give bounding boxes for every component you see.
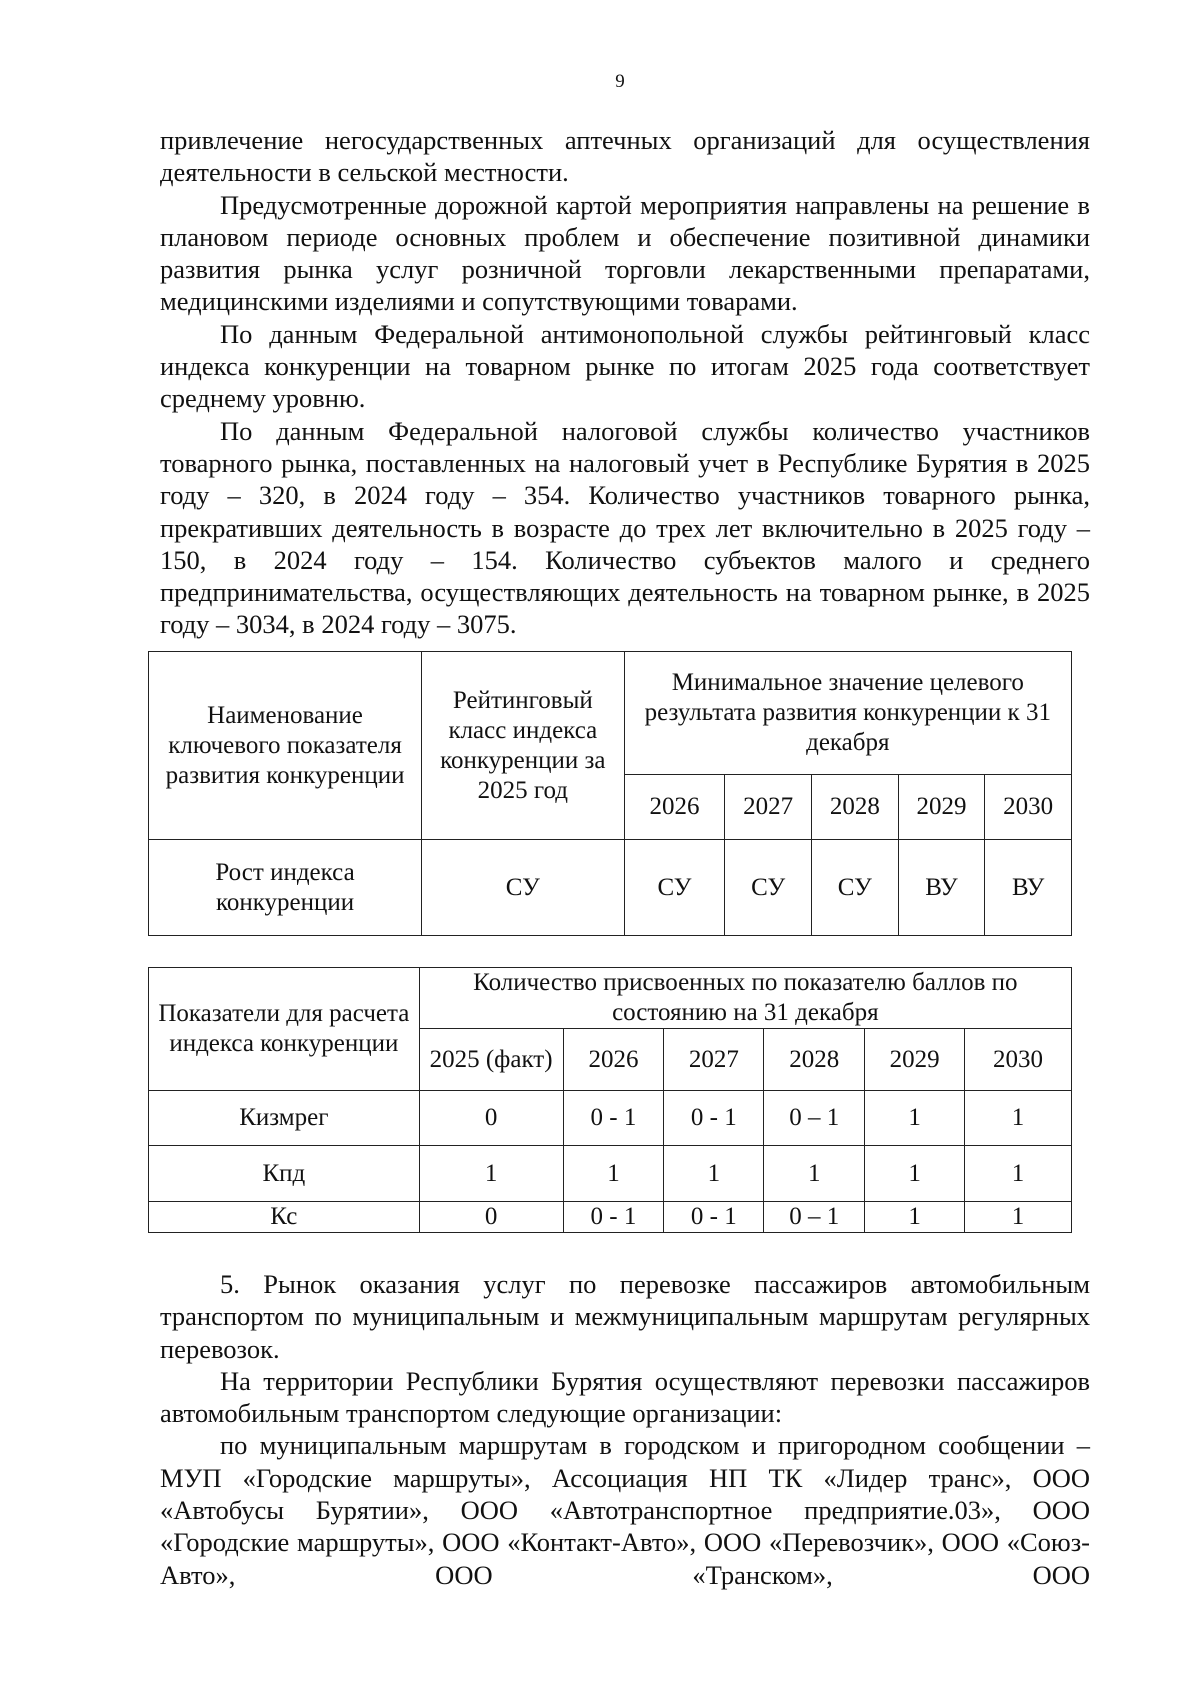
- table-row: [149, 1146, 1072, 1202]
- row-rating-class: СУ: [422, 840, 625, 936]
- year-header: 2026: [624, 775, 725, 840]
- row-value: СУ: [624, 840, 725, 936]
- row-value: ВУ: [985, 840, 1072, 936]
- cell: 1: [965, 1202, 1072, 1233]
- cell: 1: [965, 1146, 1072, 1202]
- header-indicators: Показатели для расчета индекса конкуренции: [149, 968, 420, 1091]
- row-value: СУ: [812, 840, 899, 936]
- row-name: Кпд: [149, 1146, 420, 1202]
- cell: 1: [865, 1202, 965, 1233]
- year-header: 2029: [898, 775, 985, 840]
- body-text-bottom: [160, 1268, 1090, 1591]
- cell: 0: [419, 1202, 563, 1233]
- header-rating-class: Рейтинговый класс индекса конкуренции за 2025 год: [422, 652, 625, 840]
- paragraph: По данным Федеральной налоговой службы количество участников товарного рынка, поставленных на налоговый учет в Республике Бурятия в 2025 году – 320, в 2024 году – 354. Количество участников товарного рынка, прекративших деятельность в возрасте до трех лет включительно в 2025 году – 150, в 2024 году – 154. Количество субъектов малого и среднего предпринимательства, осуществляющих деятельность на товарном рынке, в 2025 году – 3034, в 2024 году – 3075.: [160, 415, 1090, 640]
- table-row: [149, 1091, 1072, 1146]
- row-value: СУ: [725, 840, 812, 936]
- cell: 0 – 1: [764, 1202, 865, 1233]
- index-calculation-table: [148, 967, 1072, 1233]
- table-row: [149, 1202, 1072, 1233]
- row-indicator-name: Рост индекса конкуренции: [149, 840, 422, 936]
- cell: 1: [563, 1146, 664, 1202]
- year-header: 2029: [865, 1029, 965, 1091]
- cell: 1: [419, 1146, 563, 1202]
- year-header: 2030: [985, 775, 1072, 840]
- row-value: ВУ: [898, 840, 985, 936]
- year-header: 2025 (факт): [419, 1029, 563, 1091]
- year-header: 2028: [812, 775, 899, 840]
- cell: 1: [965, 1091, 1072, 1146]
- cell: 1: [764, 1146, 865, 1202]
- cell: 0 - 1: [664, 1202, 764, 1233]
- cell: 0 – 1: [764, 1091, 865, 1146]
- header-assigned-points: Количество присвоенных по показателю баллов по состоянию на 31 декабря: [419, 968, 1071, 1029]
- page-number: 9: [615, 71, 625, 92]
- row-name: Кизмрег: [149, 1091, 420, 1146]
- paragraph: На территории Республики Бурятия осуществляют перевозки пассажиров автомобильным транспортом следующие организации:: [160, 1365, 1090, 1429]
- competition-index-table: [148, 651, 1072, 936]
- year-header: 2027: [664, 1029, 764, 1091]
- year-header: 2030: [965, 1029, 1072, 1091]
- year-header: 2026: [563, 1029, 664, 1091]
- paragraph: привлечение негосударственных аптечных организаций для осуществления деятельности в сельской местности.: [160, 125, 1090, 188]
- cell: 0 - 1: [664, 1091, 764, 1146]
- header-indicator-name: Наименование ключевого показателя развития конкуренции: [149, 652, 422, 840]
- year-header: 2027: [725, 775, 812, 840]
- cell: 0 - 1: [563, 1091, 664, 1146]
- cell: 1: [865, 1091, 965, 1146]
- cell: 1: [865, 1146, 965, 1202]
- cell: 1: [664, 1146, 764, 1202]
- header-target-value: Минимальное значение целевого результата развития конкуренции к 31 декабря: [624, 652, 1071, 775]
- cell: 0 - 1: [563, 1202, 664, 1233]
- year-header: 2028: [764, 1029, 865, 1091]
- cell: 0: [419, 1091, 563, 1146]
- body-text-top: [160, 124, 1090, 641]
- paragraph: По данным Федеральной антимонопольной службы рейтинговый класс индекса конкуренции на товарном рынке по итогам 2025 года соответствует среднему уровню.: [160, 318, 1090, 414]
- row-name: Кс: [149, 1202, 420, 1233]
- paragraph: по муниципальным маршрутам в городском и пригородном сообщении – МУП «Городские маршруты», Ассоциация НП ТК «Лидер транс», ООО «Автобусы Бурятии», ООО «Автотранспортное предприятие.03», ООО «Городские маршруты», ООО «Контакт-Авто», ООО «Перевозчик», ООО «Союз-Авто», ООО «Транском», ООО: [160, 1430, 1090, 1590]
- section-heading: 5. Рынок оказания услуг по перевозке пассажиров автомобильным транспортом по муниципальным и межмуниципальным маршрутам регулярных перевозок.: [160, 1269, 1090, 1364]
- paragraph: Предусмотренные дорожной картой мероприятия направлены на решение в плановом периоде основных проблем и обеспечение позитивной динамики развития рынка услуг розничной торговли лекарственными препаратами, медицинскими изделиями и сопутствующими товарами.: [160, 189, 1090, 317]
